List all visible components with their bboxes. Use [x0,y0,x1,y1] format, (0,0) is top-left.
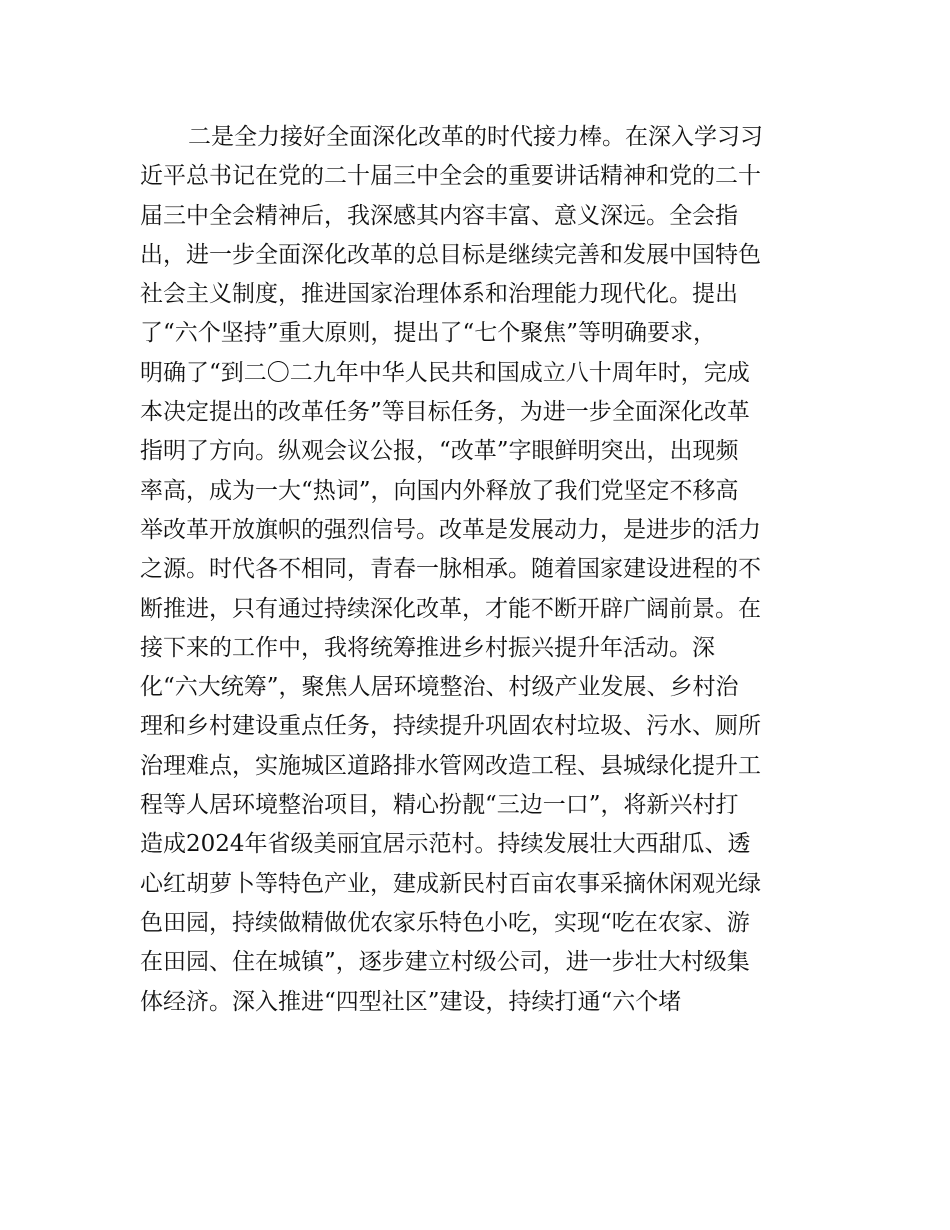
paragraph-line-12: 之源。时代各不相同，青春一脉相承。随着国家建设进程的不 [140,556,761,583]
body-paragraph [140,118,810,1022]
paragraph-line-3: 届三中全会精神后，我深感其内容丰富、意义深远。全会指 [140,202,738,229]
paragraph-line-8: 本决定提出的改革任务”等目标任务，为进一步全面深化改革 [140,399,750,426]
paragraph-line-13: 断推进，只有通过持续深化改革，才能不断开辟广阔前景。在 [140,595,761,622]
paragraph-line-4: 出，进一步全面深化改革的总目标是继续完善和发展中国特色 [140,241,761,268]
paragraph-line-16: 理和乡村建设重点任务，持续提升巩固农村垃圾、污水、厕所 [140,713,761,740]
paragraph-line-19: 造成2024年省级美丽宜居示范村。持续发展壮大西甜瓜、透 [140,831,751,858]
paragraph-line-21: 色田园，持续做精做优农家乐特色小吃，实现“吃在农家、游 [140,909,750,936]
paragraph-line-9: 指明了方向。纵观会议公报，“改革”字眼鲜明突出，出现频 [140,438,739,465]
paragraph-line-10: 率高，成为一大“热词”，向国内外释放了我们党坚定不移高 [140,477,739,504]
paragraph-line-5: 社会主义制度，推进国家治理体系和治理能力现代化。提出 [140,281,738,308]
paragraph-line-7: 明确了“到二〇二九年中华人民共和国成立八十周年时，完成 [140,359,750,386]
paragraph-line-23: 体经济。深入推进“四型社区”建设，持续打通“六个堵 [140,988,682,1015]
paragraph-line-15: 化“六大统筹”，聚焦人居环境整治、村级产业发展、乡村治 [140,674,739,701]
paragraph-line-22: 在田园、住在城镇”，逐步建立村级公司，进一步壮大村级集 [140,949,750,976]
paragraph-line-11: 举改革开放旗帜的强烈信号。改革是发展动力，是进步的活力 [140,516,761,543]
paragraph-line-1: 二是全力接好全面深化改革的时代接力棒。在深入学习习 [188,124,763,150]
paragraph-line-18: 程等人居环境整治项目，精心扮靓“三边一口”，将新兴村打 [140,792,739,819]
paragraph-line-14: 接下来的工作中，我将统筹推进乡村振兴提升年活动。深 [140,634,715,661]
paragraph-line-20: 心红胡萝卜等特色产业，建成新民村百亩农事采摘休闲观光绿 [140,870,761,897]
paragraph-line-17: 治理难点，实施城区道路排水管网改造工程、县城绿化提升工 [140,752,761,779]
paragraph-line-2: 近平总书记在党的二十届三中全会的重要讲话精神和党的二十 [140,163,761,190]
paragraph-line-6: 了“六个坚持”重大原则，提出了“七个聚焦”等明确要求， [140,320,717,347]
